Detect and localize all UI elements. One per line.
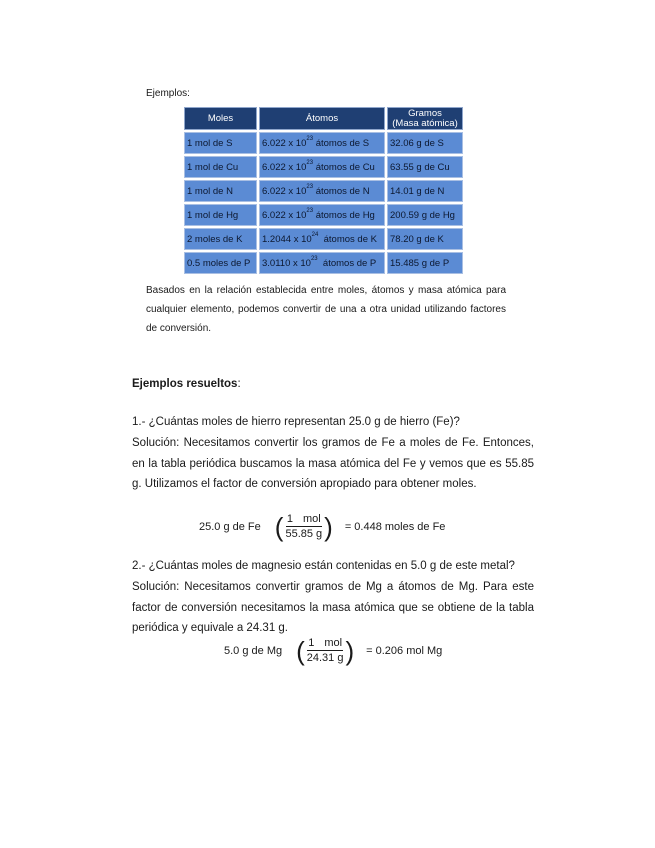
cell-moles: 2 moles de K (184, 228, 257, 250)
cell-atomos: 6.022 x $10^{23}$ átomos de Cu (259, 156, 385, 178)
header-moles: Moles (184, 107, 257, 130)
example2-lhs: 5.0 g de Mg (224, 645, 283, 657)
cell-gramos: 15.485 g de P (387, 252, 463, 274)
table-row (184, 132, 463, 154)
cell-gramos: 200.59 g de Hg (387, 204, 463, 226)
cell-atomos: 6.022 x $10^{23}$ átomos de S (259, 132, 385, 154)
example2-question: 2.- ¿Cuántas moles de magnesio están contenidas en 5.0 g de este metal? (132, 560, 515, 572)
example1-lhs: 25.0 g de Fe (199, 521, 261, 533)
examples-label: Ejemplos: (146, 88, 190, 99)
table-row (184, 180, 463, 202)
cell-moles: 1 mol de Hg (184, 204, 257, 226)
table-row (184, 228, 463, 250)
example1-equation: 25.0 g de Fe ( 1 mol 55.85 g ) = 0.448 moles de Fe (199, 512, 446, 542)
header-gramos (387, 107, 463, 130)
cell-atomos: 1.2044 x $10^{24}$ átomos de K (259, 228, 385, 250)
header-gramos-line1: Gramos (408, 107, 442, 119)
example1-fraction: 1 mol 55.85 g (285, 513, 323, 540)
resolved-heading-text: Ejemplos resueltos (132, 378, 238, 390)
example1-result: = 0.448 moles de Fe (344, 521, 446, 533)
resolved-heading: Ejemplos resueltos: (132, 378, 241, 390)
cell-moles: 1 mol de Cu (184, 156, 257, 178)
table-row (184, 204, 463, 226)
cell-moles: 1 mol de S (184, 132, 257, 154)
example2-solution: Solución: Necesitamos convertir gramos de Mg a átomos de Mg. Para este factor de conversión necesitamos la masa atómica que se obtiene de la tabla periódica y equivale a 24.31 g. (132, 581, 534, 634)
example1-solution: Solución: Necesitamos convertir los gramos de Fe a moles de Fe. Entonces, en la tabla periódica buscamos la masa atómica del Fe y vemos que es 55.85 g. Utilizamos el factor de conversión apropiado para obtener moles. (132, 437, 534, 490)
cell-moles: 0.5 moles de P (184, 252, 257, 274)
header-atomos: Átomos (259, 107, 385, 130)
example2-equation: 5.0 g de Mg ( 1 mol 24.31 g ) = 0.206 mol Mg (224, 636, 443, 666)
example2-fraction: 1 mol 24.31 g (306, 637, 344, 664)
cell-atomos: 3.0110 x $10^{23}$ átomos de P (259, 252, 385, 274)
header-gramos-line2: (Masa atómica) (392, 117, 458, 129)
moles-atoms-mass-table (182, 105, 465, 276)
table-row (184, 156, 463, 178)
example1-question: 1.- ¿Cuántas moles de hierro representan 25.0 g de hierro (Fe)? (132, 416, 460, 428)
cell-gramos: 63.55 g de Cu (387, 156, 463, 178)
intro-paragraph: Basados en la relación establecida entre moles, átomos y masa atómica para cualquier elemento, podemos convertir de una a otra unidad utilizando factores de conversión. (146, 285, 506, 334)
cell-gramos: 32.06 g de S (387, 132, 463, 154)
cell-atomos: 6.022 x $10^{23}$ átomos de Hg (259, 204, 385, 226)
cell-gramos: 14.01 g de N (387, 180, 463, 202)
cell-moles: 1 mol de N (184, 180, 257, 202)
cell-gramos: 78.20 g de K (387, 228, 463, 250)
table-row (184, 252, 463, 274)
cell-atomos: 6.022 x $10^{23}$ átomos de N (259, 180, 385, 202)
example2-result: = 0.206 mol Mg (366, 645, 443, 657)
